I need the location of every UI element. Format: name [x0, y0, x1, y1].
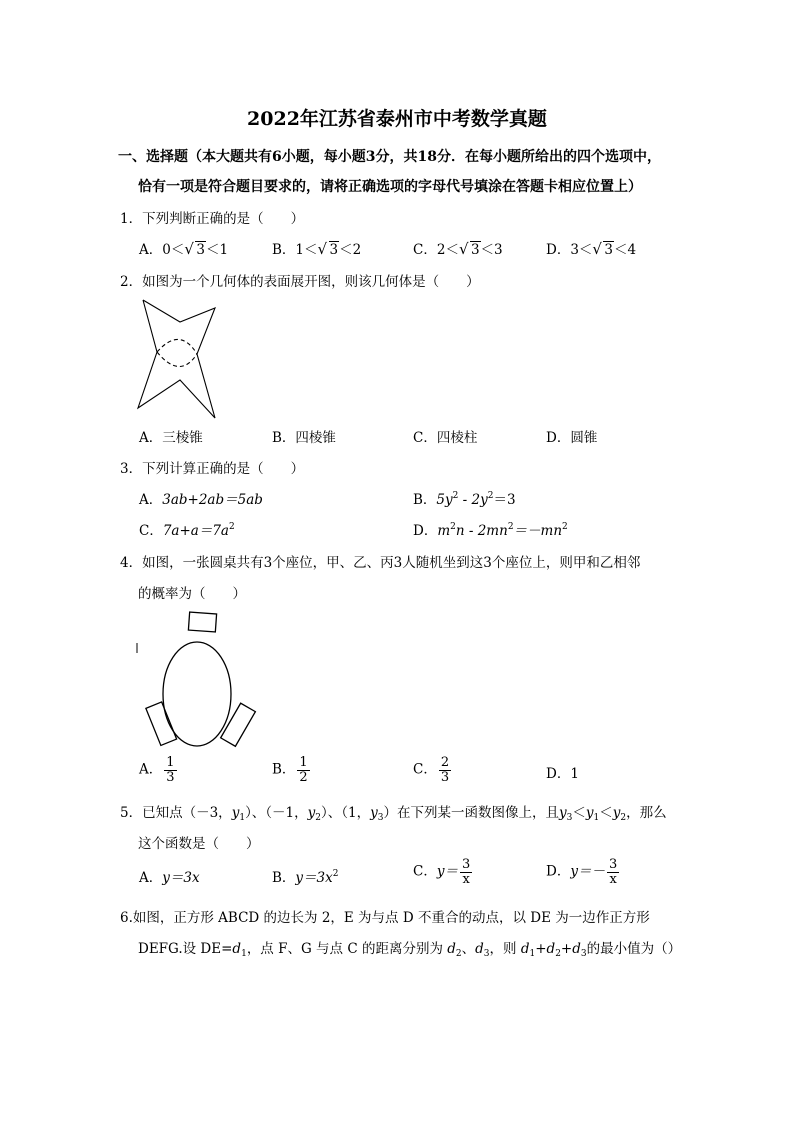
- page-title: 2022年江苏省泰州市中考数学真题: [247, 108, 547, 130]
- question-6-stem-line2: DEFG.设 $DE=d_1$，点 F、G 与点 C 的距离分别为 $d_2$、$d_3$，则 $d_1+d_2+d_3$的最小值为（）: [138, 941, 682, 959]
- question-2-option-a: A．三棱锥: [139, 430, 203, 446]
- question-3-option-b: B．$5y^2 - 2y^2=3$: [413, 491, 516, 508]
- section-heading-line1: 一、选择题（本大题共有6小题，每小题3分，共18分．在每小题所给出的四个选项中，: [118, 149, 661, 165]
- net-figure: [135, 298, 225, 420]
- question-2-option-c: C．四棱柱: [413, 430, 478, 446]
- question-6-stem-line1: 6.如图，正方形 ABCD 的边长为 2，E 为与点 D 不重合的动点，以 DE 为一边作正方形: [120, 910, 650, 926]
- section-heading-line2: 恰有一项是符合题目要求的，请将正确选项的字母代号填涂在答题卡相应位置上）: [138, 179, 642, 195]
- round-table-figure: [134, 608, 256, 758]
- question-5-option-c: C．y＝ $\frac{3}{x}$: [413, 857, 471, 887]
- question-4-option-b: B． $\frac{1}{2}$: [272, 755, 308, 785]
- question-3-option-a: A．3ab+2ab＝5ab: [139, 492, 263, 508]
- question-4-stem-line1: 4．如图，一张圆桌共有3个座位，甲、乙、丙3人随机坐到这3个座位上，则甲和乙相邻: [120, 555, 641, 571]
- question-5-stem-line2: 这个函数是（ ）: [138, 836, 260, 852]
- question-2-stem: 2．如图为一个几何体的表面展开图，则该几何体是（ ）: [120, 274, 480, 290]
- question-4-option-a: A． $\frac{1}{3}$: [139, 755, 175, 785]
- question-5-option-b: B．$y=3x^2$: [272, 869, 339, 886]
- question-5-option-a: A．y＝3x: [139, 870, 200, 886]
- question-4-stem-line2: 的概率为（ ）: [138, 586, 246, 602]
- question-1-option-c: C．2＜ √ 3＜3: [413, 240, 503, 258]
- question-2-option-d: D．圆锥: [546, 430, 598, 446]
- question-4-option-d: D．1: [546, 766, 579, 782]
- question-1-stem: 1．下列判断正确的是（ ）: [120, 211, 305, 227]
- question-5-option-d: D．y＝－ $\frac{3}{x}$: [546, 857, 618, 887]
- question-4-option-c: C． $\frac{2}{3}$: [413, 755, 450, 785]
- question-3-option-d: D．$m^2n - 2mn^2=-mn^2$: [413, 522, 568, 539]
- question-1-option-d: D．3＜ √ 3＜4: [546, 240, 637, 258]
- question-3-option-c: C．$7a+a=7a^2$: [139, 522, 235, 539]
- question-5-stem-line1: 5．已知点（－3，$y_1$）、（－1，$y_2$）、（1，$y_3$）在下列某一函数图像上，且$y_3<y_1<y_2$，那么: [120, 805, 667, 823]
- question-1-option-a: A．0＜ √ 3＜1: [139, 240, 229, 258]
- question-2-option-b: B．四棱锥: [272, 430, 336, 446]
- question-1-option-b: B．1＜ √ 3＜2: [272, 240, 362, 258]
- question-3-stem: 3．下列计算正确的是（ ）: [120, 461, 305, 477]
